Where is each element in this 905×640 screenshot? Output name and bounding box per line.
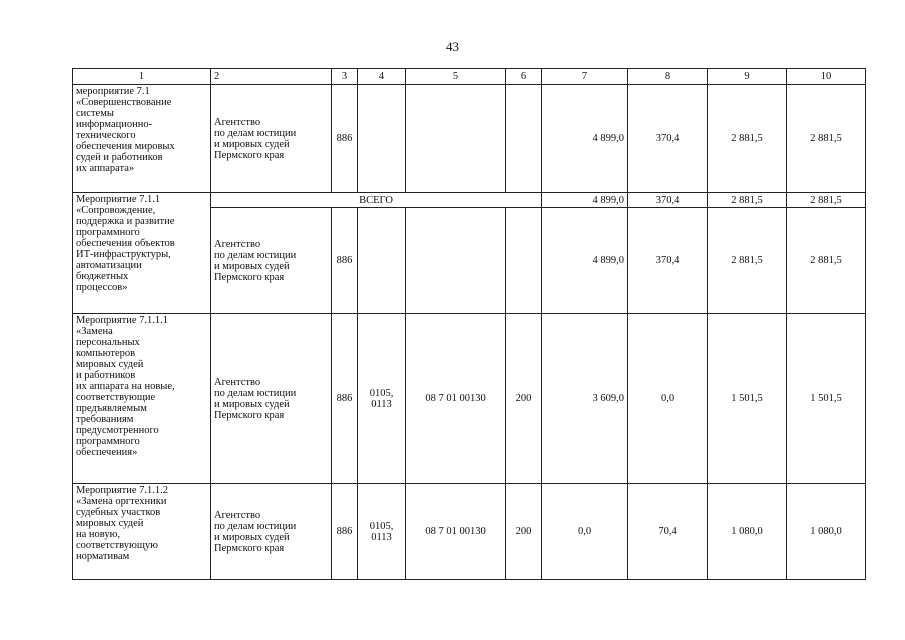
header-col-7: 7 — [542, 69, 628, 85]
row-rzpr: 0105, 0113 — [358, 484, 406, 580]
row-value-7: 3 609,0 — [542, 314, 628, 484]
row-value-8: 370,4 — [628, 208, 708, 314]
row-csr: 08 7 01 00130 — [406, 314, 506, 484]
total-value-7: 4 899,0 — [542, 193, 628, 208]
row-rzpr — [358, 85, 406, 193]
total-label: ВСЕГО — [211, 193, 542, 208]
row-agency: Агентство по делам юстиции и мировых судей Пермского края — [211, 484, 332, 580]
table-row — [73, 484, 866, 580]
header-col-6: 6 — [506, 69, 542, 85]
row-agency: Агентство по делам юстиции и мировых судей Пермского края — [211, 208, 332, 314]
page-number: 43 — [446, 39, 459, 54]
row-value-10: 1 080,0 — [787, 484, 866, 580]
table-row — [73, 314, 866, 484]
row-value-9: 1 080,0 — [708, 484, 787, 580]
row-vr — [506, 208, 542, 314]
row-value-7: 4 899,0 — [542, 208, 628, 314]
budget-table — [72, 68, 866, 580]
row-agency: Агентство по делам юстиции и мировых судей Пермского края — [211, 85, 332, 193]
total-value-8: 370,4 — [628, 193, 708, 208]
row-grbs: 886 — [332, 85, 358, 193]
row-csr — [406, 208, 506, 314]
row-grbs: 886 — [332, 484, 358, 580]
total-value-9: 2 881,5 — [708, 193, 787, 208]
row-vr: 200 — [506, 314, 542, 484]
row-csr: 08 7 01 00130 — [406, 484, 506, 580]
row-csr — [406, 85, 506, 193]
row-name: Мероприятие 7.1.1.2 «Замена оргтехники судебных участков мировых судей на новую, соответствующую нормативам — [73, 484, 211, 580]
row-value-10: 2 881,5 — [787, 208, 866, 314]
row-name: мероприятие 7.1 «Совершенствование системы информационно- технического обеспечения мировых судей и работников их аппарата» — [73, 85, 211, 193]
row-value-10: 2 881,5 — [787, 85, 866, 193]
total-value-10: 2 881,5 — [787, 193, 866, 208]
header-col-9: 9 — [708, 69, 787, 85]
row-value-8: 370,4 — [628, 85, 708, 193]
row-name: Мероприятие 7.1.1.1 «Замена персональных компьютеров мировых судей и работников их аппарата на новые, соответствующие предъявляемым требованиям предусмотренного программного обеспечения» — [73, 314, 211, 484]
row-rzpr: 0105, 0113 — [358, 314, 406, 484]
row-value-8: 70,4 — [628, 484, 708, 580]
header-col-5: 5 — [406, 69, 506, 85]
row-value-7: 4 899,0 — [542, 85, 628, 193]
header-col-2: 2 — [211, 69, 332, 85]
header-col-4: 4 — [358, 69, 406, 85]
header-col-8: 8 — [628, 69, 708, 85]
row-grbs: 886 — [332, 208, 358, 314]
header-col-10: 10 — [787, 69, 866, 85]
row-value-9: 2 881,5 — [708, 208, 787, 314]
header-col-1: 1 — [73, 69, 211, 85]
row-name: Мероприятие 7.1.1 «Сопровождение, поддержка и развитие программного обеспечения объектов ИТ-инфраструктуры, автоматизации бюджетных процессов» — [73, 193, 211, 314]
table-row-total — [73, 193, 866, 208]
row-value-10: 1 501,5 — [787, 314, 866, 484]
row-vr — [506, 85, 542, 193]
row-value-9: 2 881,5 — [708, 85, 787, 193]
row-value-7: 0,0 — [542, 484, 628, 580]
row-value-9: 1 501,5 — [708, 314, 787, 484]
table-header-row — [73, 69, 866, 85]
table-row — [73, 85, 866, 193]
row-value-8: 0,0 — [628, 314, 708, 484]
row-grbs: 886 — [332, 314, 358, 484]
header-col-3: 3 — [332, 69, 358, 85]
row-rzpr — [358, 208, 406, 314]
row-agency: Агентство по делам юстиции и мировых судей Пермского края — [211, 314, 332, 484]
row-vr: 200 — [506, 484, 542, 580]
